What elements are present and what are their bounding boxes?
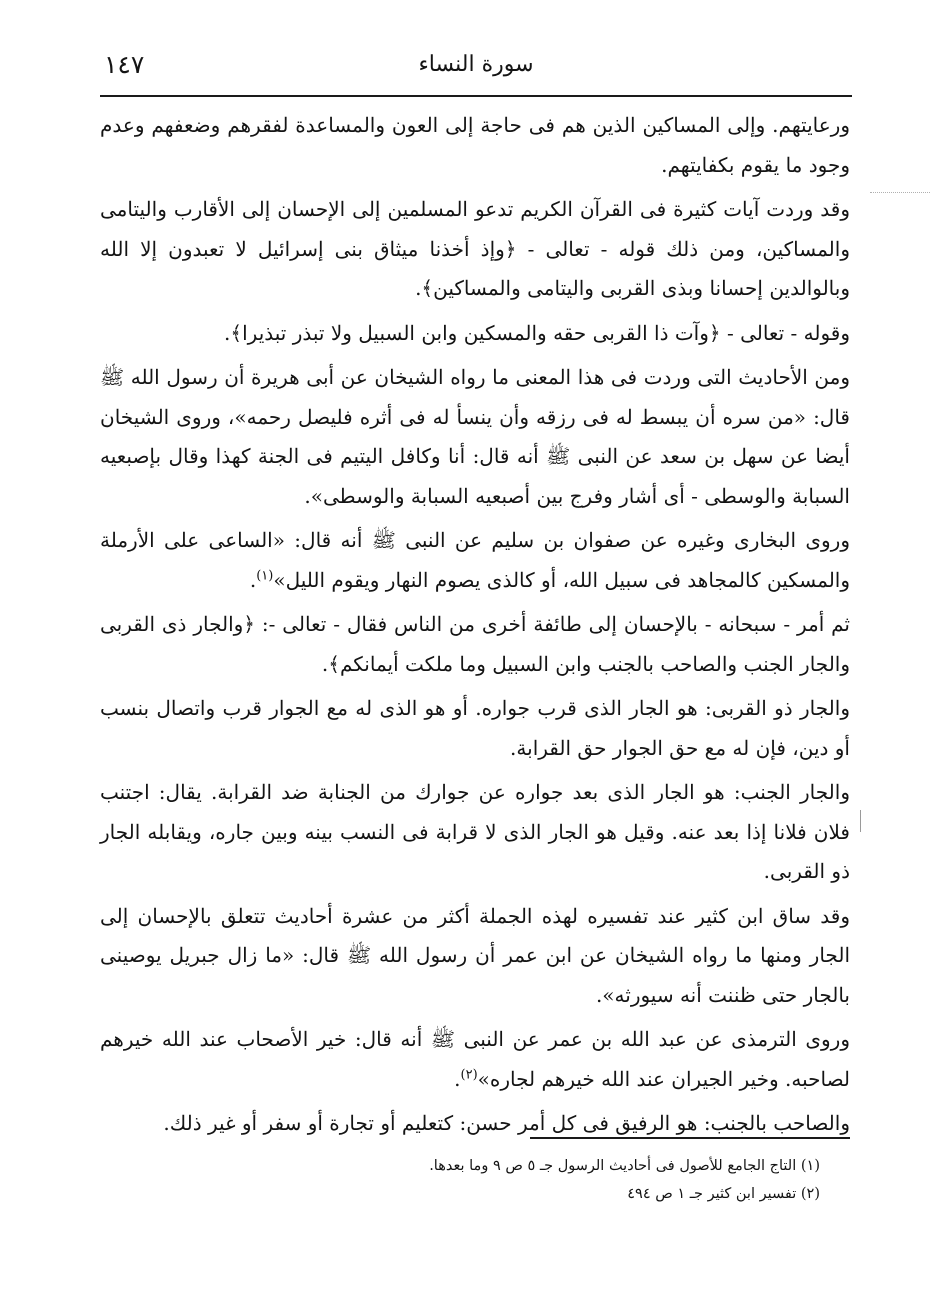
paragraph-6: ثم أمر - سبحانه - بالإحسان إلى طائفة أخرى من الناس فقال - تعالى -: ﴿والجار ذى القربى والجار الجنب والصاحب بالجنب وابن السبيل وما ملكت أيمانكم﴾. [100, 612, 850, 676]
paragraph-10-text: وروى الترمذى عن عبد الله بن عمر عن النبى ﷺ أنه قال: خير الأصحاب عند الله خيرهم لصاحبه. وخير الجيران عند الله خيرهم لجاره» [100, 1027, 850, 1091]
margin-tick-mark [860, 810, 861, 832]
header-divider [100, 95, 852, 97]
paragraph-5-end: . [249, 567, 257, 592]
footnote-divider [530, 1137, 850, 1139]
paragraph-1: ورعايتهم. وإلى المساكين الذين هم فى حاجة إلى العون والمساعدة لفقرهم وضعفهم وعدم وجود ما يقوم بكفايتهم. [100, 113, 850, 177]
footnote-1: (١) التاج الجامع للأصول فى أحاديث الرسول جـ ٥ ص ٩ وما بعدها. [429, 1158, 820, 1174]
surah-title: سورة النساء [418, 52, 534, 77]
paragraph-9: وقد ساق ابن كثير عند تفسيره لهذه الجملة أكثر من عشرة أحاديث تتعلق بالإحسان إلى الجار ومنها ما رواه الشيخان عن ابن عمر أن رسول الله ﷺ قال: «ما زال جبريل يوصينى بالجار حتى ظننت أنه سيورثه». [100, 903, 850, 1007]
paragraph-8: والجار الجنب: هو الجار الذى بعد جواره عن جوارك من الجنابة ضد القرابة. يقال: اجتنب فلان فلانا إذا بعد عنه. وقيل هو الجار الذى لا قرابة فى النسب بينه وبين جاره، ويقابله الجار ذو القربى. [100, 780, 850, 883]
footnote-marker-2: (٢) [460, 1066, 478, 1082]
paragraph-4: ومن الأحاديث التى وردت فى هذا المعنى ما رواه الشيخان عن أبى هريرة أن رسول الله ﷺ قال: «من سره أن يبسط له فى رزقه وأن ينسأ له فى أثره فليصل رحمه»، وروى الشيخان أيضا عن سهل بن سعد عن النبى ﷺ أنه قال: أنا وكافل اليتيم فى الجنة كهذا وقال بإصبعيه السبابة والوسطى - أى أشار وفرج بين أصبعيه السبابة والوسطى». [100, 365, 850, 508]
page-number: ١٤٧ [104, 50, 145, 79]
footnote-marker-1: (١) [256, 567, 274, 583]
footnote-2: (٢) تفسير ابن كثير جـ ١ ص ٤٩٤ [627, 1186, 820, 1202]
paragraph-5 [100, 521, 850, 600]
paragraph-3: وقوله - تعالى - ﴿وآت ذا القربى حقه والمسكين وابن السبيل ولا تبذر تبذيرا﴾. [224, 320, 850, 345]
paragraph-10-end: . [454, 1066, 461, 1091]
margin-dotted-mark [870, 192, 930, 193]
paragraph-5-text: وروى البخارى وغيره عن صفوان بن سليم عن النبى ﷺ أنه قال: «الساعى على الأرملة والمسكين كالمجاهد فى سبيل الله، أو كالذى يصوم النهار ويقوم الليل» [100, 528, 850, 592]
main-text [100, 106, 850, 1149]
footnotes [300, 1152, 820, 1208]
page-header [100, 44, 852, 90]
paragraph-10 [100, 1020, 850, 1099]
paragraph-7: والجار ذو القربى: هو الجار الذى قرب جواره. أو هو الذى له مع الجوار قرب واتصال بنسب أو دين، فإن له مع حق الجوار حق القرابة. [100, 696, 850, 760]
paragraph-2: وقد وردت آيات كثيرة فى القرآن الكريم تدعو المسلمين إلى الإحسان إلى الأقارب واليتامى والمساكين، ومن ذلك قوله - تعالى - ﴿وإذ أخذنا ميثاق بنى إسرائيل لا تعبدون إلا الله وبالوالدين إحسانا وبذى القربى واليتامى والمساكين﴾. [100, 197, 850, 300]
paragraph-11: والصاحب بالجنب: هو الرفيق فى كل أمر حسن: كتعليم أو تجارة أو سفر أو غير ذلك. [163, 1111, 850, 1135]
